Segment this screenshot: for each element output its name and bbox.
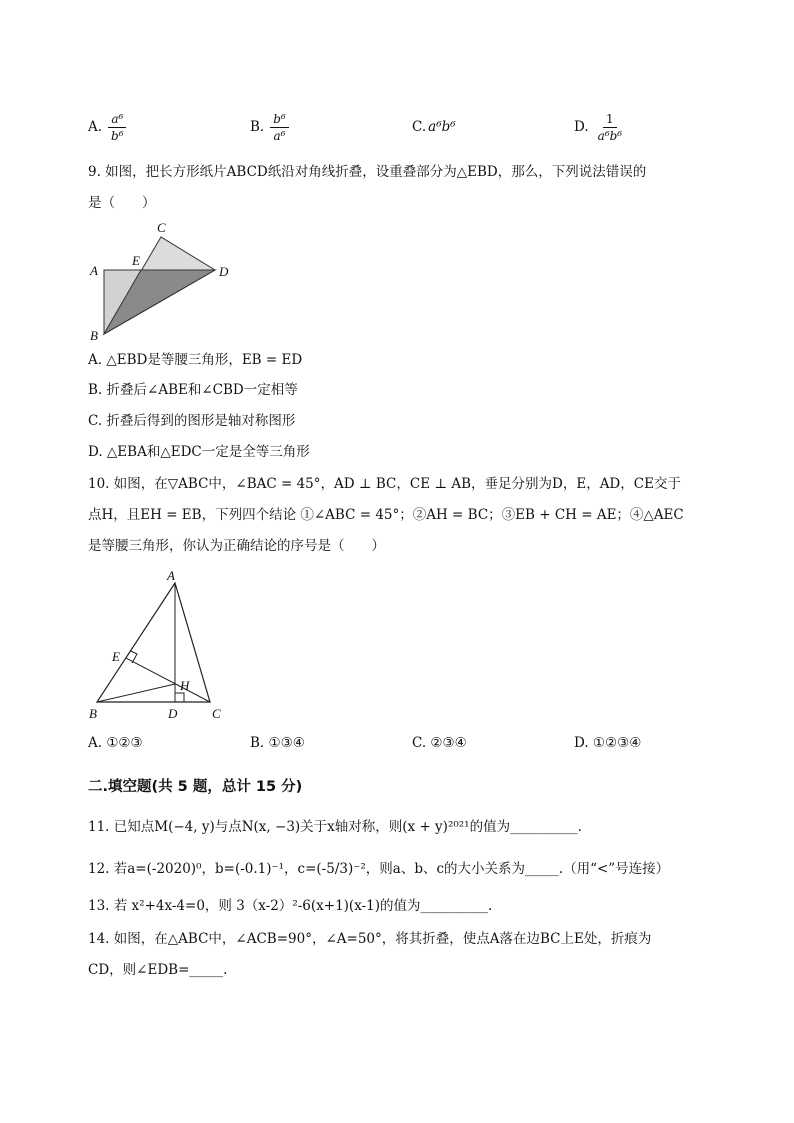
option-label: B. [250, 119, 265, 135]
point-label-d: D [168, 706, 178, 721]
numerator: b⁶ [270, 112, 289, 128]
q9-option-d: D. △EBA和△EDC一定是全等三角形 [88, 444, 310, 460]
q13: 13. 若 x²+4x-4=0，则 3（x-2）²-6(x+1)(x-1)的值为__________. [88, 898, 493, 914]
triangle-abc [97, 583, 210, 702]
point-label-d: D [219, 264, 229, 279]
q10-stem-line1: 10. 如图，在▽ABC中，∠BAC = 45°，AD ⊥ BC，CE ⊥ AB，垂足分别为D，E，AD，CE交于 [88, 476, 681, 492]
denominator: b⁶ [111, 128, 124, 143]
q9-option-a: A. △EBD是等腰三角形，EB = ED [88, 352, 303, 368]
q8-options [88, 105, 718, 149]
q10-stem-line3: 是等腰三角形，你认为正确结论的序号是（ ） [88, 538, 385, 554]
right-angle-mark-d [175, 693, 184, 702]
point-label-a: A [90, 263, 98, 278]
point-label-c: C [212, 706, 221, 721]
q10-figure [84, 566, 244, 726]
section-title-fill-in: 二.填空题(共 5 题，总计 15 分) [88, 779, 303, 795]
option-label: D. [574, 119, 589, 135]
point-label-e: E [132, 253, 140, 268]
q10-stem-line2: 点H，且EH = EB，下列四个结论 ①∠ABC = 45°；②AH = BC；③EB + CH = AE；④△AEC [88, 507, 684, 523]
point-label-a: A [167, 568, 175, 583]
option-label: C. [412, 119, 427, 135]
option-expression: a⁶b⁶ [428, 119, 456, 135]
q10-option-c: C. ②③④ [412, 735, 467, 751]
q10-option-b: B. ①③④ [250, 735, 305, 751]
q14-line1: 14. 如图，在△ABC中，∠ACB=90°，∠A=50°，将其折叠，使点A落在边BC上E处，折痕为 [88, 931, 652, 947]
q11: 11. 已知点M(−4, y)与点N(x, −3)关于x轴对称，则(x + y)²⁰²¹的值为__________. [88, 819, 582, 835]
q12: 12. 若a=(-2020)⁰，b=(-0.1)⁻¹，c=(-5/3)⁻²，则a、b、c的大小关系为_____.（用“<”号连接） [88, 861, 670, 877]
fraction [595, 112, 625, 143]
q9-figure [86, 220, 246, 345]
q9-option-b: B. 折叠后∠ABE和∠CBD一定相等 [88, 382, 298, 398]
q14-line2: CD，则∠EDB=_____. [88, 962, 228, 978]
fraction [108, 112, 127, 143]
option-label: A. [88, 119, 103, 135]
denominator: a⁶ [273, 128, 286, 143]
numerator: a⁶ [108, 112, 126, 128]
q10-option-d: D. ①②③④ [574, 735, 642, 751]
point-label-b: B [90, 328, 98, 343]
segment-bh [97, 684, 175, 702]
q9-stem-line1: 9. 如图，把长方形纸片ABCD纸沿对角线折叠，设重叠部分为△EBD，那么，下列说法错误的 [88, 164, 647, 180]
point-label-c: C [157, 220, 166, 235]
denominator: a⁶b⁶ [597, 128, 623, 143]
q9-stem-line2: 是（ ） [88, 195, 156, 211]
q9-option-c: C. 折叠后得到的图形是轴对称图形 [88, 413, 296, 429]
q8-option-a [88, 105, 127, 149]
q8-option-b [250, 105, 289, 149]
altitude-ce [126, 658, 210, 702]
q8-option-c [412, 105, 456, 149]
q10-option-a: A. ①②③ [88, 735, 143, 751]
point-label-e: E [112, 649, 120, 664]
q8-option-d [574, 105, 625, 149]
numerator: 1 [603, 112, 617, 128]
point-label-b: B [89, 706, 97, 721]
fraction [270, 112, 289, 143]
q10-options [88, 735, 718, 757]
point-label-h: H [180, 678, 190, 693]
